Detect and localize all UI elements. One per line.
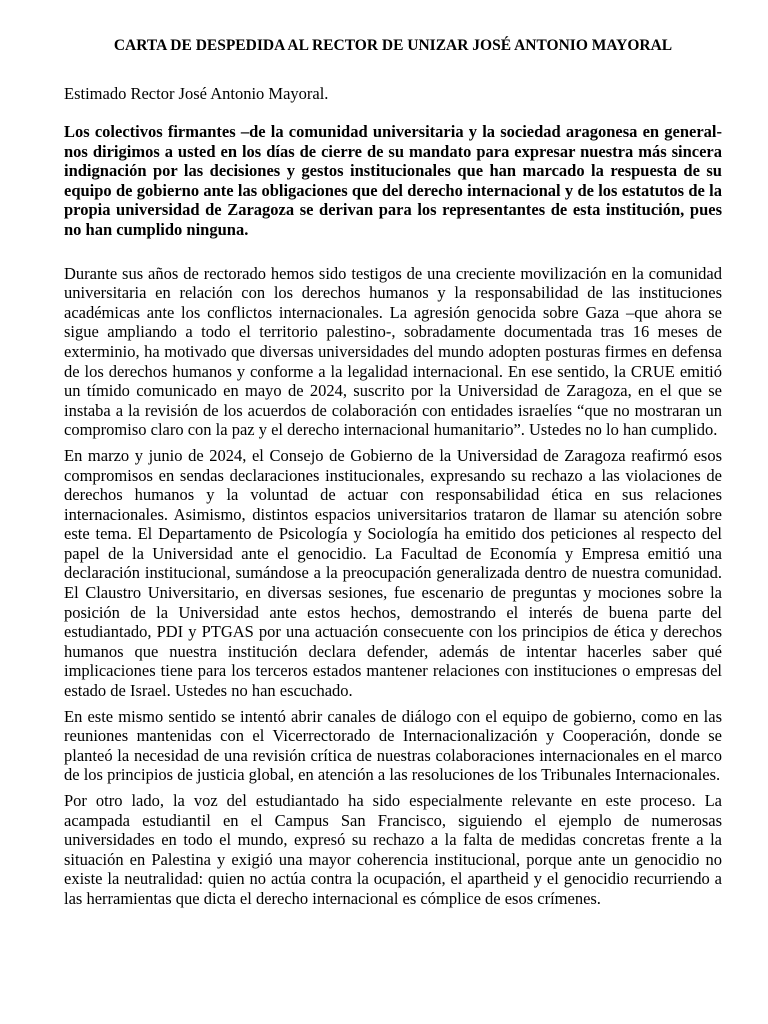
paragraph-estudiantado: Por otro lado, la voz del estudiantado ha sido especialmente relevante en este proceso. La acampada estudiantil en el Campus San Francisco, siguiendo el ejemplo de numerosas universidades en todo el mundo, expresó su rechazo a la falta de medidas concretas frente a la situación en Palestina y exigió una mayor coherencia institucional, porque ante un genocidio no existe la neutralidad: quien no actúa contra la ocupación, el apartheid y el genocidio recurriendo a las herramientas que dicta el derecho internacional es cómplice de esos crímenes. [64,791,722,908]
paragraph-dialogo: En este mismo sentido se intentó abrir canales de diálogo con el equipo de gobierno, como en las reuniones mantenidas con el Vicerrectorado de Internacionalización y Cooperación, donde se planteó la necesidad de una revisión crítica de nuestras colaboraciones internacionales en el marco de los principios de justicia global, en atención a las resoluciones de los Tribunales Internacionales. [64,706,722,785]
paragraph-consejo-gobierno: En marzo y junio de 2024, el Consejo de Gobierno de la Universidad de Zaragoza reafirmó esos compromisos en sendas declaraciones institucionales, expresando su rechazo a las violaciones de derechos humanos y la voluntad de actuar con responsabilidad ética en sus relaciones internacionales. Asimismo, distintos espacios universitarios trataron de llamar su atención sobre este tema. El Departamento de Psicología y Sociología ha emitido dos peticiones al respecto del papel de la Universidad ante el genocidio. La Facultad de Economía y Empresa emitió una declaración institucional, sumándose a la preocupación generalizada dentro de nuestra comunidad. El Claustro Universitario, en diversas sesiones, fue escenario de preguntas y mociones sobre la posición de la Universidad ante estos hechos, demostrando el interés de buena parte del estudiantado, PDI y PTGAS por una actuación consecuente con los principios de ética y derechos humanos que nuestra institución declara defender, además de intentar hacerles saber qué implicaciones tiene para los terceros estados mantener relaciones con instituciones o empresas del estado de Israel. Ustedes no han escuchado. [64,445,722,701]
salutation: Estimado Rector José Antonio Mayoral. [64,84,329,103]
intro-paragraph: Los colectivos firmantes –de la comunidad universitaria y la sociedad aragonesa en general- nos dirigimos a usted en los días de cierre de su mandato para expresar nuestra más sincera indignación por las decisiones y gestos institucionales que han marcado la respuesta de su equipo de gobierno ante las obligaciones que del derecho internacional y de los estatutos de la propia universidad de Zaragoza se derivan para los representantes de esta institución, pues no han cumplido ninguna. [64,122,722,239]
paragraph-rectorado: Durante sus años de rectorado hemos sido testigos de una creciente movilización en la comunidad universitaria en relación con los derechos humanos y la responsabilidad de las instituciones académicas ante los conflictos internacionales. La agresión genocida sobre Gaza –que ahora se sigue ampliando a todo el territorio palestino-, sobradamente documentada tras 16 meses de exterminio, ha motivado que diversas universidades del mundo adopten posturas firmes en defensa de los derechos humanos y conforme a la legalidad internacional. En ese sentido, la CRUE emitió un tímido comunicado en mayo de 2024, suscrito por la Universidad de Zaragoza, en el que se instaba a la revisión de los acuerdos de colaboración con entidades israelíes “que no mostraran un compromiso claro con la paz y el derecho internacional humanitario”. Ustedes no lo han cumplido. [64,263,722,440]
document-title: CARTA DE DESPEDIDA AL RECTOR DE UNIZAR JOSÉ ANTONIO MAYORAL [113,37,673,54]
document-page [64,36,722,915]
